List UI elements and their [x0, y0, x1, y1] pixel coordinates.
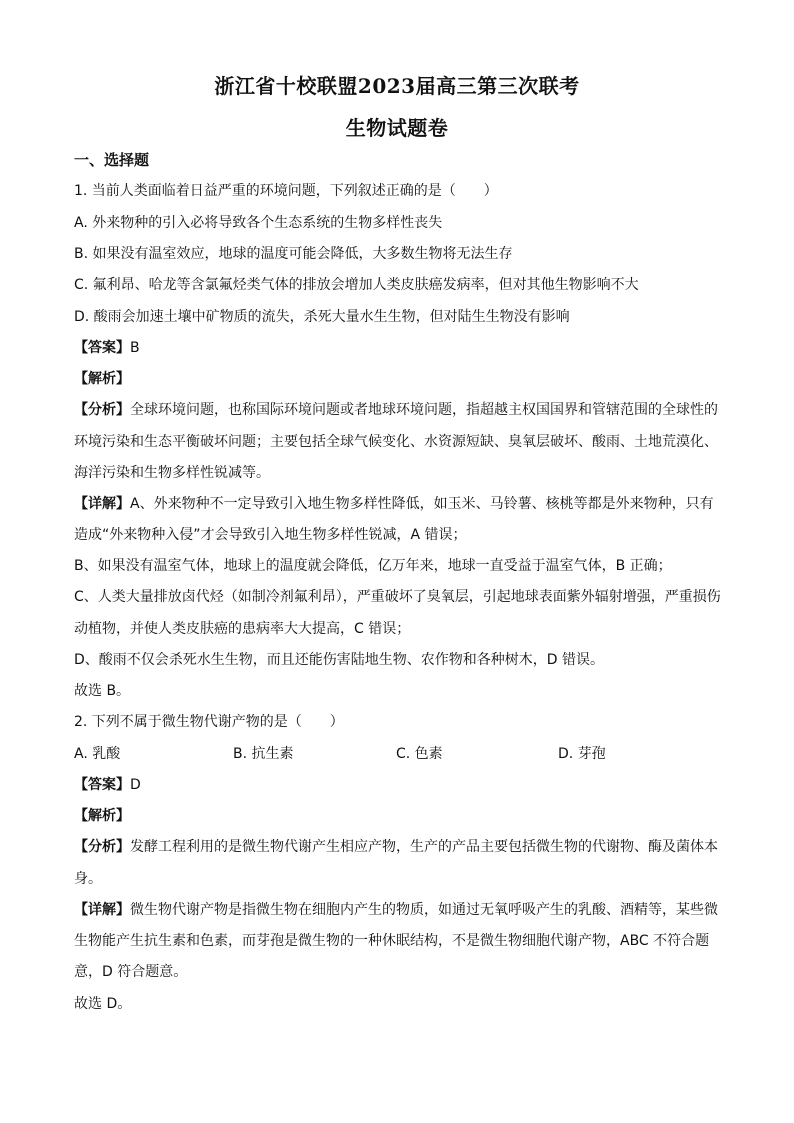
q2-option-c: C. 色素	[396, 746, 443, 762]
q2-option-a: A. 乳酸	[74, 746, 121, 762]
xiangjie-text: A、外来物种不一定导致引入地生物多样性降低，如玉米、马铃薯、核桃等都是外来物种，只有	[130, 496, 714, 512]
q1-option-c: C. 氟利昂、哈龙等含氯氟烃类气体的排放会增加人类皮肤癌发病率，但对其他生物影响不大	[74, 277, 639, 293]
xiangjie-tag: 【详解】	[74, 496, 130, 512]
answer-value: B	[130, 340, 140, 356]
q1-option-d: D. 酸雨会加速土壤中矿物质的流失，杀死大量水生生物，但对陆生生物没有影响	[74, 309, 570, 325]
q2-xiangjie-line	[74, 901, 724, 919]
q1-xiangjie-line: 造成“外来物种入侵”才会导致引入地生物多样性锐减，A 错误；	[74, 527, 467, 543]
q1-jiexi-tag: 【解析】	[74, 371, 130, 387]
q1-conclusion: 故选 B。	[74, 683, 131, 699]
q2-jiexi-tag: 【解析】	[74, 808, 130, 824]
q1-xiangjie-line: C、人类大量排放卤代烃（如制冷剂氟利昂），严重破坏了臭氧层，引起地球表面紫外辐射增强，严重损伤	[74, 589, 721, 605]
q1-fenxi-line: 海洋污染和生物多样性锐减等。	[74, 465, 270, 481]
fenxi-tag: 【分析】	[74, 839, 130, 855]
fenxi-text: 全球环境问题，也称国际环境问题或者地球环境问题，指超越主权国国界和管辖范围的全球性的	[130, 402, 718, 418]
fenxi-text: 发酵工程利用的是微生物代谢产生相应产物，生产的产品主要包括微生物的代谢物、酶及菌体本	[130, 839, 718, 855]
q1-xiangjie-line	[74, 495, 724, 513]
q2-option-d: D. 芽孢	[558, 746, 606, 762]
q2-option-b: B. 抗生素	[233, 746, 294, 762]
q1-fenxi-line: 环境污染和生态平衡破坏问题；主要包括全球气候变化、水资源短缺、臭氧层破坏、酸雨、土地荒漠化、	[74, 434, 718, 450]
answer-value: D	[130, 777, 141, 793]
q2-conclusion: 故选 D。	[74, 996, 132, 1012]
fenxi-tag: 【分析】	[74, 402, 130, 418]
q1-option-b: B. 如果没有温室效应，地球的温度可能会降低，大多数生物将无法生存	[74, 246, 513, 262]
answer-tag: 【答案】	[74, 777, 130, 793]
q2-options-row	[74, 745, 724, 763]
q2-answer	[74, 776, 724, 794]
xiangjie-text: 微生物代谢产物是指微生物在细胞内产生的物质，如通过无氧呼吸产生的乳酸、酒精等，某些微	[130, 902, 718, 918]
xiangjie-tag: 【详解】	[74, 902, 130, 918]
q1-stem: 1. 当前人类面临着日益严重的环境问题，下列叙述正确的是（ ）	[74, 183, 498, 199]
q2-fenxi-line: 身。	[74, 871, 102, 887]
q1-xiangjie-line: 动植物，并使人类皮肤癌的患病率大大提高，C 错误；	[74, 621, 411, 637]
q2-stem: 2. 下列不属于微生物代谢产物的是（ ）	[74, 714, 344, 730]
section-heading: 一、选择题	[74, 151, 150, 169]
answer-tag: 【答案】	[74, 340, 130, 356]
q1-option-a: A. 外来物种的引入必将导致各个生态系统的生物多样性丧失	[74, 215, 443, 231]
exam-title: 浙江省十校联盟2023届高三第三次联考	[214, 74, 580, 98]
q2-fenxi-line	[74, 838, 724, 856]
q2-xiangjie-line: 生物能产生抗生素和色素，而芽孢是微生物的一种休眠结构，不是微生物细胞代谢产物，ABC 不符合题	[74, 933, 710, 949]
q2-xiangjie-line: 意，D 符合题意。	[74, 964, 188, 980]
q1-xiangjie-line: B、如果没有温室气体，地球上的温度就会降低，亿万年来，地球一直受益于温室气体，B 正确；	[74, 558, 672, 574]
q1-xiangjie-line: D、酸雨不仅会杀死水生生物，而且还能伤害陆地生物、农作物和各种树木，D 错误。	[74, 652, 605, 668]
q1-fenxi-line	[74, 401, 724, 419]
q1-answer	[74, 339, 724, 357]
exam-subtitle: 生物试题卷	[345, 116, 449, 140]
